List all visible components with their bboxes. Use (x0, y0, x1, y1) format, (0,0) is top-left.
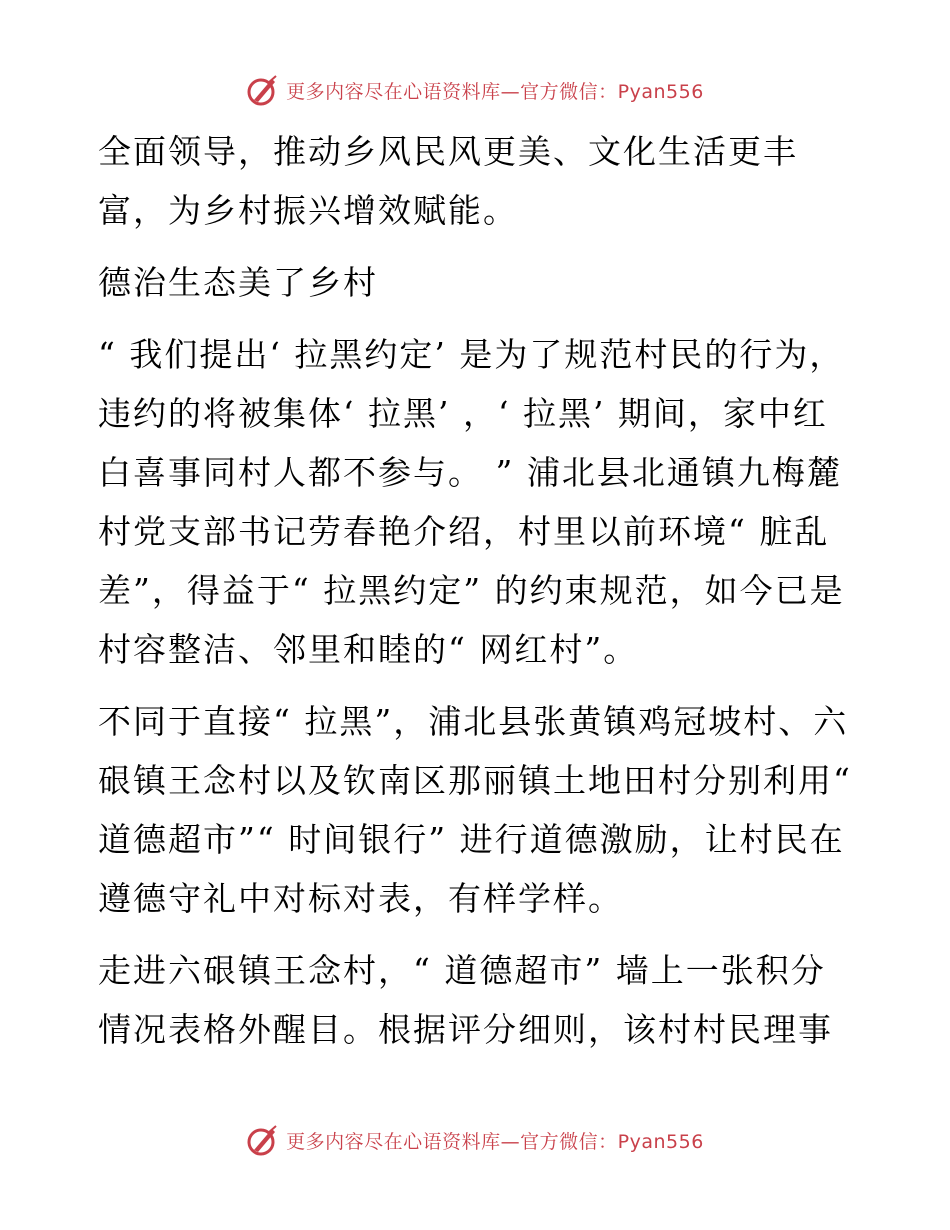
section-heading: 德治生态美了乡村 (98, 263, 378, 302)
paragraph-4: 走进六硍镇王念村，“ 道德超市” 墙上一张积分情况表格外醒目。根据评分细则，该村村民理事 (98, 951, 833, 1049)
quill-logo-icon (246, 73, 280, 107)
footer-watermark (0, 1120, 950, 1160)
paragraph-1: 全面领导，推动乡风民风更美、文化生活更丰富，为乡村振兴增效赋能。 (98, 132, 798, 230)
document-body (98, 122, 858, 1072)
quill-logo-icon (246, 1123, 280, 1157)
header-watermark (0, 70, 950, 110)
paragraph-3: 不同于直接“ 拉黑”，浦北县张黄镇鸡冠坡村、六硍镇王念村以及钦南区那丽镇土地田村分别利用“ 道德超市”“ 时间银行” 进行道德激励，让村民在遵德守礼中对标对表，有样学样。 (98, 702, 852, 918)
watermark-text: 更多内容尽在心语资料库—官方微信：Pyan556 (286, 1130, 704, 1153)
paragraph-2: “ 我们提出‘ 拉黑约定’ 是为了规范村民的行为，违约的将被集体‘ 拉黑’ ，‘ 拉黑’ 期间，家中红白喜事同村人都不参与。 ” 浦北县北通镇九梅麓村党支部书记劳春艳介绍，村里以前环境“ 脏乱差”，得益于“ 拉黑约定” 的约束规范，如今已是村容整洁、邻里和睦的“ 网红村”。 (98, 335, 845, 669)
watermark-text: 更多内容尽在心语资料库—官方微信：Pyan556 (286, 80, 704, 103)
